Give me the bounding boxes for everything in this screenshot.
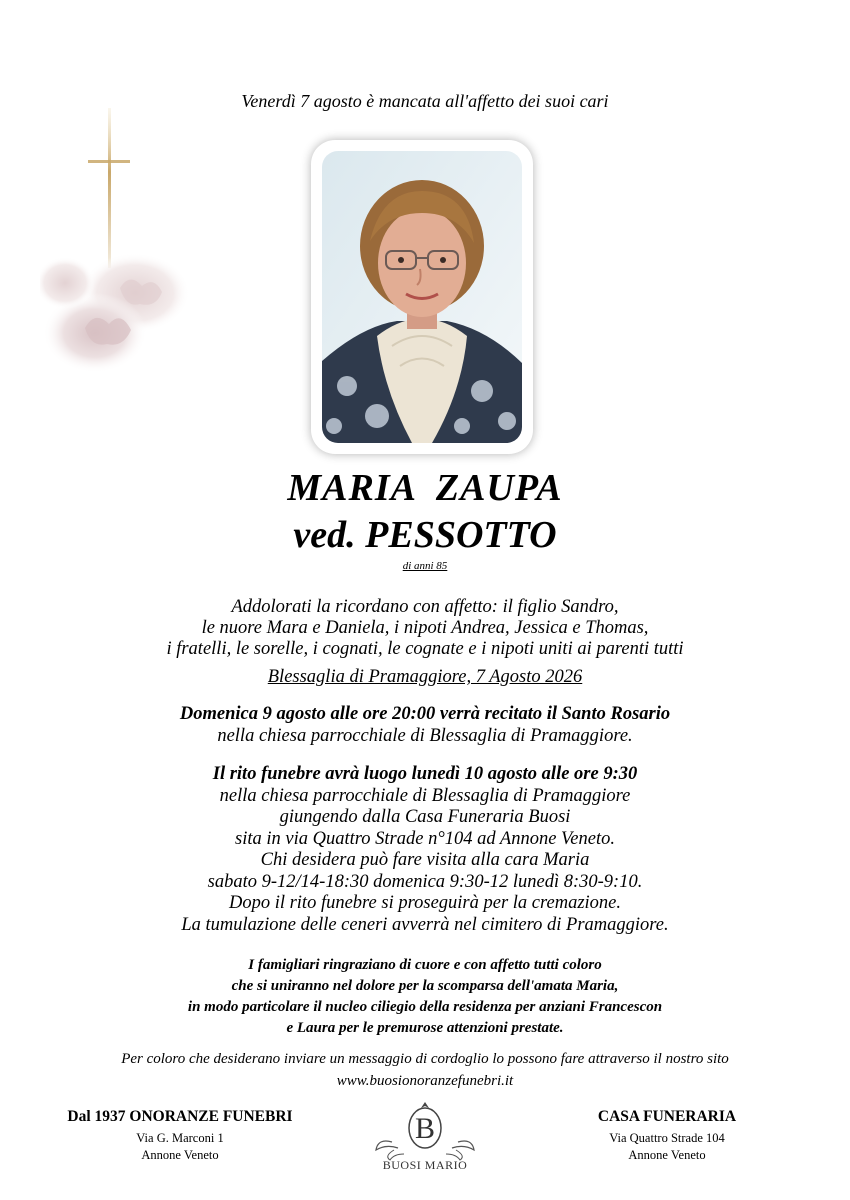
footer-funeral-home — [527, 1108, 807, 1164]
footer-agency — [40, 1108, 320, 1164]
condolence-line: Addolorati la ricordano con affetto: il figlio Sandro, — [231, 597, 619, 617]
funeral-line: sabato 9-12/14-18:30 domenica 9:30-12 lunedì 8:30-9:10. — [207, 871, 643, 892]
funeral-notice — [0, 764, 850, 936]
rosary-location: nella chiesa parrocchiale di Blessaglia di Pramaggiore. — [217, 726, 633, 746]
funeral-line: Dopo il rito funebre si proseguirà per la cremazione. — [228, 893, 622, 913]
intro-text: Venerdì 7 agosto è mancata all'affetto dei suoi cari — [241, 91, 609, 111]
funeral-line: nella chiesa parrocchiale di Blessaglia di Pramaggiore — [219, 785, 631, 806]
place-date: Blessaglia di Pramaggiore, 7 Agosto 2026 — [267, 667, 583, 687]
rosary-notice — [0, 703, 850, 747]
thanks-line: I famigliari ringraziano di cuore e con affetto tutti coloro — [248, 957, 602, 973]
funeral-line: Chi desidera può fare visita alla cara Maria — [260, 850, 590, 870]
agency-city: Annone Veneto — [141, 1148, 219, 1162]
deceased-name: MARIA ZAUPA — [287, 467, 563, 509]
funeral-line: La tumulazione delle ceneri avverrà nel cimitero di Pramaggiore. — [181, 914, 669, 935]
message-line: Per coloro che desiderano inviare un messaggio di cordoglio lo possono fare attraverso il nostro sito — [121, 1051, 729, 1067]
condolence-line: le nuore Mara e Daniela, i nipoti Andrea, Jessica e Thomas, — [201, 618, 649, 638]
funeral-line: sita in via Quattro Strade n°104 ad Annone Veneto. — [235, 828, 615, 849]
thanks-line: in modo particolare il nucleo ciliegio della residenza per anziani Francescon — [187, 999, 663, 1015]
deceased-surname-widow: ved. PESSOTTO — [293, 514, 557, 556]
agency-address: Via G. Marconi 1 — [136, 1131, 224, 1145]
funeral-home-city: Annone Veneto — [628, 1148, 706, 1162]
logo-text: BUOSI MARIO — [382, 1158, 468, 1172]
portrait-photo — [322, 151, 522, 443]
funeral-headline: Il rito funebre avrà luogo lunedì 10 agosto alle ore 9:30 — [212, 764, 638, 784]
funeral-home-title: CASA FUNERARIA — [597, 1108, 737, 1125]
agency-title: Dal 1937 ONORANZE FUNEBRI — [67, 1108, 293, 1125]
condolence-line: i fratelli, le sorelle, i cognati, le cognate e i nipoti uniti ai parenti tutti — [166, 639, 684, 659]
thanks-line: che si uniranno nel dolore per la scomparsa dell'amata Maria, — [231, 978, 619, 994]
portrait-frame — [311, 140, 533, 454]
cross-icon — [88, 108, 130, 268]
rosary-headline: Domenica 9 agosto alle ore 20:00 verrà recitato il Santo Rosario — [179, 704, 671, 724]
funeral-line: giungendo dalla Casa Funeraria Buosi — [279, 807, 571, 827]
age-text: di anni 85 — [402, 560, 448, 572]
website-link[interactable]: www.buosionoranzefunebri.it — [336, 1073, 514, 1089]
cross-roses-decoration — [40, 108, 200, 378]
rose-icon — [40, 253, 190, 373]
logo-letter: B — [414, 1112, 436, 1145]
message-notice — [0, 1048, 850, 1092]
funeral-home-address: Via Quattro Strade 104 — [609, 1131, 725, 1145]
condolence-paragraph — [0, 597, 850, 660]
thanks-paragraph — [0, 955, 850, 1039]
thanks-line: e Laura per le premurose attenzioni prestate. — [286, 1020, 564, 1036]
